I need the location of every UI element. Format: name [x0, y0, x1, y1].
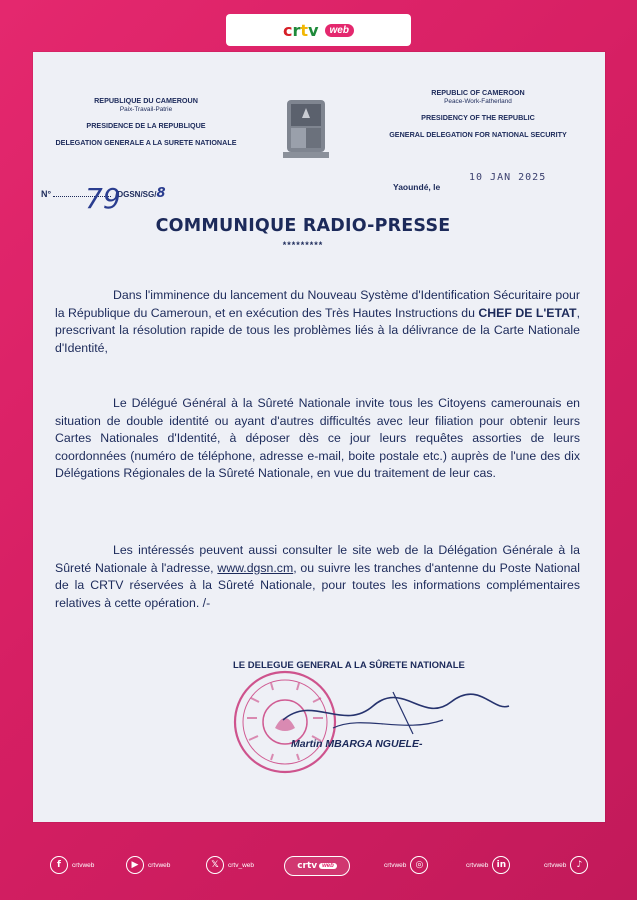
linkedin-icon: in: [492, 856, 510, 874]
head-of-state-emphasis: CHEF DE L'ETAT: [478, 305, 577, 320]
x-link[interactable]: 𝕏 crtv_web: [206, 856, 254, 874]
tiktok-link[interactable]: crtvweb ♪: [544, 856, 588, 874]
paragraph-3: Les intéressés peuvent aussi consulter le site web de la Délégation Générale à la Sûreté Nationale à l'adresse, www.dgsn.cm, ou suivre les tranches d'antenne du Poste National de la CRTV réservées à la Sûreté Nationale, pour toutes les informations complémentaires relatives à cette opération. /-: [55, 543, 580, 610]
reference-prefix: N°: [41, 189, 52, 199]
crtv-web-logo: [226, 14, 411, 46]
social-footer: [0, 846, 637, 886]
republic-name-fr: REPUBLIQUE DU CAMEROUN: [94, 96, 198, 105]
motto-fr: Paix-Travail-Patrie: [119, 105, 173, 113]
paragraph-1: Dans l'imminence du lancement du Nouveau Système d'Identification Sécuritaire pour la République du Cameroun, et en exécution des Très Hautes Instructions du CHEF DE L'ETAT, prescrivant la résolution rapide de tous les problèmes liés à la délivrance de la Carte Nationale d'Identité,: [55, 288, 580, 355]
presidency-en: PRESIDENCY OF THE REPUBLIC: [421, 113, 535, 123]
document-title: COMMUNIQUE RADIO-PRESSE: [155, 216, 451, 236]
place-and-date-label: Yaoundé, le: [393, 182, 441, 192]
handwritten-signature: [273, 684, 513, 744]
stamped-date: 10 JAN 2025: [469, 172, 547, 183]
linkedin-link[interactable]: crtvweb in: [466, 856, 510, 874]
facebook-icon: f: [50, 856, 68, 874]
instagram-icon: ◎: [410, 856, 428, 874]
reference-suffix: /DGSN/SG/: [115, 190, 157, 199]
footer-crtv-logo: crtv web: [284, 856, 350, 876]
header-right-english: [373, 88, 583, 140]
motto-en: Peace-Work-Fatherland: [444, 97, 512, 105]
signatory-name: Martin MBARGA NGUELE-: [291, 738, 423, 750]
paragraph-2: Le Délégué Général à la Sûreté Nationale invite tous les Citoyens camerounais en situation de double identité ou ayant d'autres difficultés avec leur filiation pour obtenir leurs Cartes Nationales d'Identité, à déposer dès ce jour leurs requêtes assorties de leurs coordonnées (numéro de téléphone, adresse e-mail, boite postale etc.) auprès de l'une des dix Délégations Régionales de la Sûreté Nationale, en vue du traitement de leur cas.: [55, 396, 580, 480]
reference-suffix-handwritten: 8: [156, 186, 166, 201]
tiktok-icon: ♪: [570, 856, 588, 874]
title-stars: *********: [282, 240, 324, 250]
delegation-fr: DELEGATION GENERALE A LA SURETE NATIONALE: [55, 138, 237, 148]
facebook-link[interactable]: f crtvweb: [50, 856, 94, 874]
dgsn-website-link[interactable]: www.dgsn.cm: [217, 560, 294, 575]
signatory-title: LE DELEGUE GENERAL A LA SÛRETE NATIONALE: [233, 660, 465, 671]
delegation-en: GENERAL DELEGATION FOR NATIONAL SECURITY: [389, 130, 567, 140]
crtv-logo-mark: c r t v: [283, 20, 319, 40]
coat-of-arms-emblem: [281, 96, 331, 160]
republic-name-en: REPUBLIC OF CAMEROON: [431, 88, 525, 97]
web-badge: web: [325, 24, 354, 37]
communique-document: [33, 52, 605, 822]
instagram-link[interactable]: crtvweb ◎: [384, 856, 428, 874]
reference-number-handwritten: 79: [85, 182, 121, 215]
youtube-link[interactable]: ▶ crtvweb: [126, 856, 170, 874]
youtube-icon: ▶: [126, 856, 144, 874]
presidency-fr: PRESIDENCE DE LA REPUBLIQUE: [86, 121, 206, 131]
x-icon: 𝕏: [206, 856, 224, 874]
header-left-french: [51, 96, 241, 148]
